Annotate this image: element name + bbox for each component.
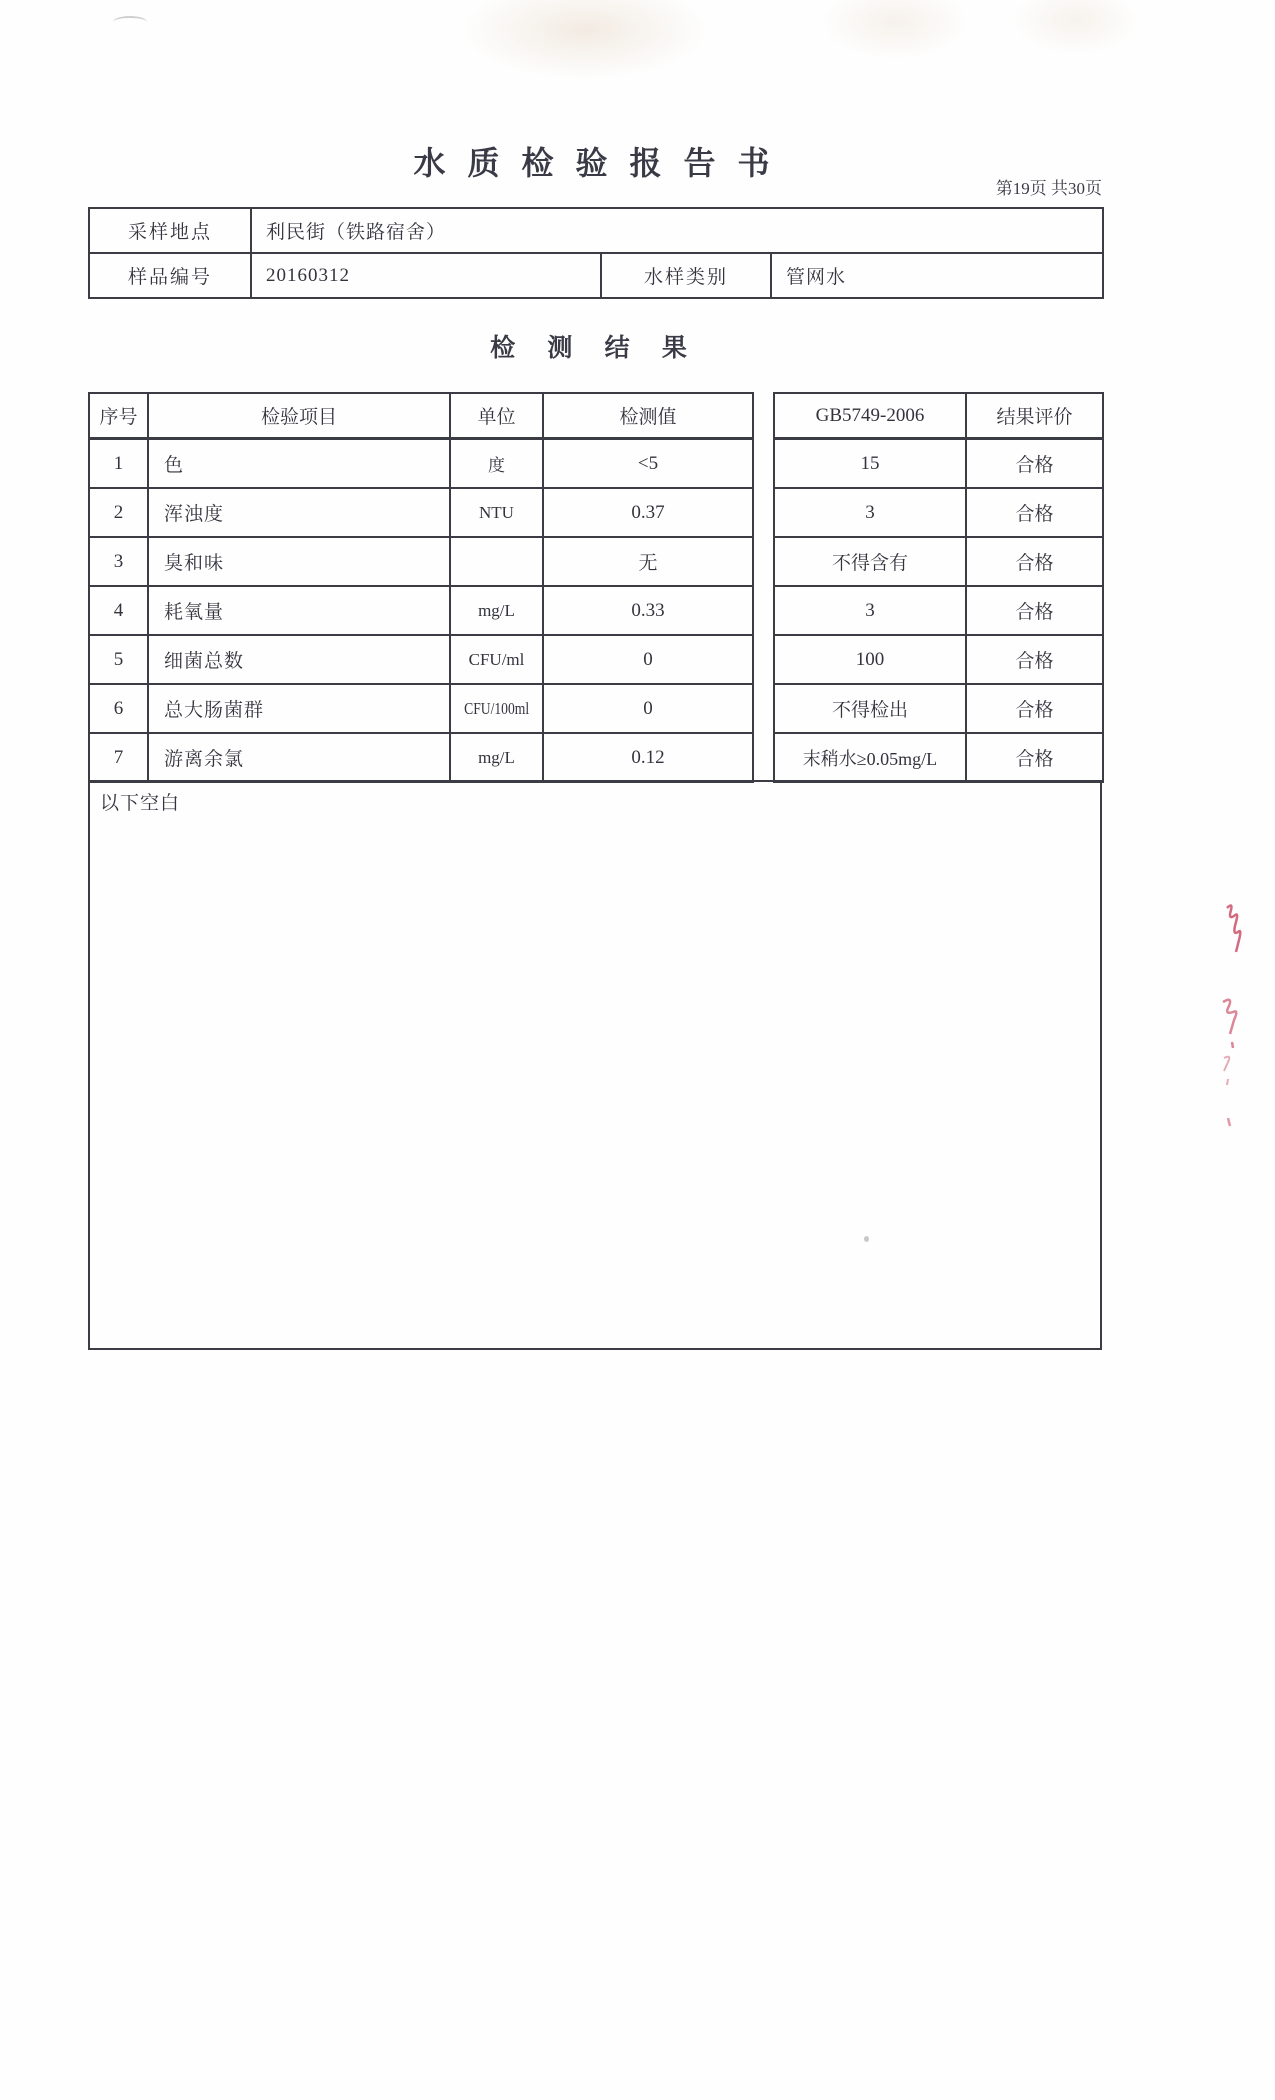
- cell-value: <5: [543, 439, 753, 489]
- cell-evaluation: 合格: [966, 635, 1103, 684]
- cell-item: 细菌总数: [148, 635, 450, 684]
- cell-standard: 100: [774, 635, 966, 684]
- cell-standard: 末稍水≥0.05mg/L: [774, 733, 966, 782]
- table-row: [774, 586, 1103, 635]
- cell-evaluation: 合格: [966, 733, 1103, 782]
- scan-pencil-mark: [113, 16, 147, 28]
- cell-item: 耗氧量: [148, 586, 450, 635]
- table-row: [89, 733, 753, 782]
- results-header-row: [89, 393, 753, 439]
- cell-standard: 不得检出: [774, 684, 966, 733]
- sample-id-value: 20160312: [251, 253, 601, 298]
- sample-id-label: 样品编号: [89, 253, 251, 298]
- cell-value: 0.12: [543, 733, 753, 782]
- col-header-evaluation: 结果评价: [966, 393, 1103, 439]
- table-row: [89, 537, 753, 586]
- col-header-no: 序号: [89, 393, 148, 439]
- table-row: [89, 586, 753, 635]
- scan-smudge: [460, 0, 710, 80]
- cell-unit: mg/L: [450, 586, 543, 635]
- cell-unit-text: CFU/100ml: [464, 698, 529, 718]
- results-table-right: [773, 392, 1104, 783]
- cell-no: 6: [89, 684, 148, 733]
- col-header-standard: GB5749-2006: [774, 393, 966, 439]
- col-header-unit: 单位: [450, 393, 543, 439]
- cell-no: 3: [89, 537, 148, 586]
- end-note: 以下空白: [100, 793, 181, 814]
- scan-smudge: [1010, 0, 1140, 55]
- cell-value: 0.33: [543, 586, 753, 635]
- cell-standard: 15: [774, 439, 966, 489]
- sample-info-table: [88, 207, 1104, 299]
- cell-item: 浑浊度: [148, 488, 450, 537]
- cell-no: 4: [89, 586, 148, 635]
- sample-location-value: 利民街（铁路宿舍）: [251, 208, 1103, 253]
- sample-location-row: [89, 208, 1103, 253]
- sample-location-label: 采样地点: [89, 208, 251, 253]
- table-row: [774, 635, 1103, 684]
- cell-unit: CFU/ml: [450, 635, 543, 684]
- cell-standard: 3: [774, 586, 966, 635]
- table-row: [774, 439, 1103, 489]
- cell-evaluation: 合格: [966, 586, 1103, 635]
- table-row: [89, 684, 753, 733]
- cell-item: 游离余氯: [148, 733, 450, 782]
- water-type-value: 管网水: [771, 253, 1103, 298]
- page-number: 第19页 共30页: [995, 179, 1102, 198]
- table-row: [89, 635, 753, 684]
- cell-evaluation: 合格: [966, 488, 1103, 537]
- cell-evaluation: 合格: [966, 537, 1103, 586]
- results-header-row: [774, 393, 1103, 439]
- sample-id-row: [89, 253, 1103, 298]
- table-row: [89, 439, 753, 489]
- cell-no: 2: [89, 488, 148, 537]
- results-table-left: [88, 392, 754, 783]
- cell-standard: 不得含有: [774, 537, 966, 586]
- cell-evaluation: 合格: [966, 684, 1103, 733]
- cell-item: 臭和味: [148, 537, 450, 586]
- test-results-heading: 检 测 结 果: [490, 335, 700, 362]
- cell-no: 5: [89, 635, 148, 684]
- table-row: [774, 733, 1103, 782]
- cell-value: 0.37: [543, 488, 753, 537]
- cell-value: 无: [543, 537, 753, 586]
- cell-unit: [450, 684, 543, 733]
- cell-unit: mg/L: [450, 733, 543, 782]
- table-row: [774, 488, 1103, 537]
- table-row: [774, 537, 1103, 586]
- blank-area-box: [88, 780, 1102, 1350]
- cell-no: 1: [89, 439, 148, 489]
- cell-unit: [450, 537, 543, 586]
- water-type-label: 水样类别: [601, 253, 771, 298]
- cell-unit: 度: [450, 439, 543, 489]
- table-row: [774, 684, 1103, 733]
- report-title: 水 质 检 验 报 告 书: [413, 145, 777, 181]
- cell-unit: NTU: [450, 488, 543, 537]
- red-ink-marks: [1205, 890, 1265, 1140]
- col-header-item: 检验项目: [148, 393, 450, 439]
- col-header-value: 检测值: [543, 393, 753, 439]
- scan-smudge: [820, 0, 970, 60]
- table-row: [89, 488, 753, 537]
- cell-evaluation: 合格: [966, 439, 1103, 489]
- cell-standard: 3: [774, 488, 966, 537]
- cell-value: 0: [543, 635, 753, 684]
- cell-value: 0: [543, 684, 753, 733]
- cell-item: 色: [148, 439, 450, 489]
- cell-no: 7: [89, 733, 148, 782]
- cell-item: 总大肠菌群: [148, 684, 450, 733]
